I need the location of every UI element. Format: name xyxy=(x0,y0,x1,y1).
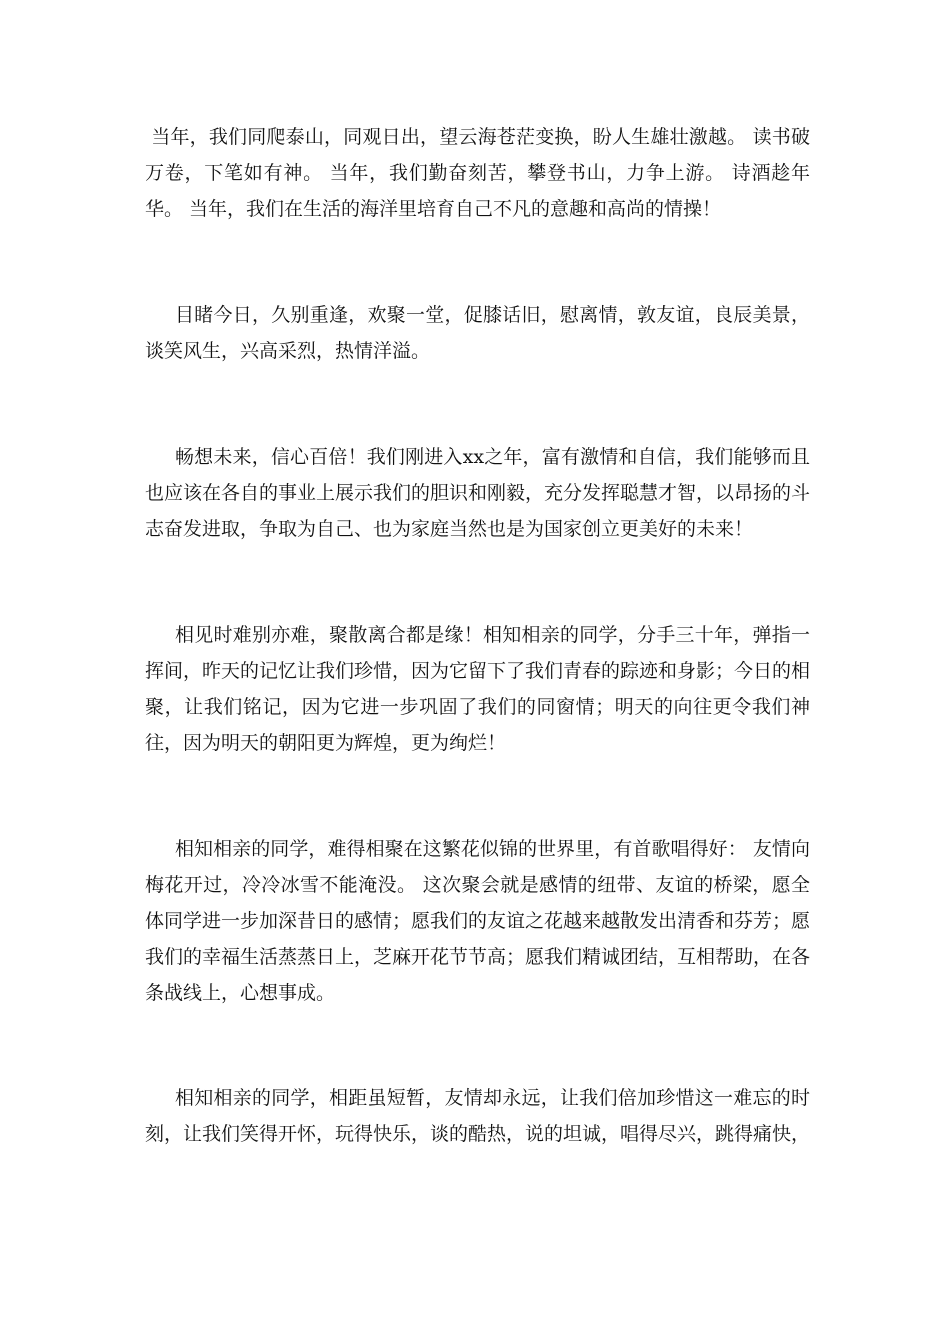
paragraph-wishes: 相知相亲的同学，难得相聚在这繁花似锦的世界里，有首歌唱得好： 友情向梅花开过，冷冷冰雪不能淹没。 这次聚会就是感情的纽带、友谊的桥梁，愿全体同学进一步加深昔日的感情；愿我们的友谊之花越来越散发出清香和芬芳；愿我们的幸福生活蒸蒸日上，芝麻开花节节高；愿我们精诚团结，互相帮助，在各条战线上，心想事成。 xyxy=(145,838,811,1004)
paragraph-future-outlook: 畅想未来，信心百倍！我们刚进入xx之年，富有激情和自信，我们能够而且也应该在各自的事业上展示我们的胆识和刚毅，充分发挥聪慧才智，以昂扬的斗志奋发进取，争取为自己、也为家庭当然也是为国家创立更美好的未来！ xyxy=(145,446,811,540)
paragraph-thirty-years: 相见时难别亦难，聚散离合都是缘！相知相亲的同学，分手三十年，弹指一挥间，昨天的记忆让我们珍惜，因为它留下了我们青春的踪迹和身影；今日的相聚，让我们铭记，因为它进一步巩固了我们的同窗情；明天的向往更令我们神往，因为明天的朝阳更为辉煌，更为绚烂！ xyxy=(145,624,811,754)
paragraph-past-memories: 当年，我们同爬泰山，同观日出，望云海苍茫变换，盼人生雄壮激越。 读书破万卷，下笔如有神。 当年，我们勤奋刻苦，攀登书山，力争上游。 诗酒趁年华。 当年，我们在生活的海洋里培育自己不凡的意趣和高尚的情操！ xyxy=(145,126,811,220)
paragraph-cherish-moment: 相知相亲的同学，相距虽短暂，友情却永远，让我们倍加珍惜这一难忘的时刻，让我们笑得开怀，玩得快乐，谈的酷热，说的坦诚，唱得尽兴，跳得痛快， xyxy=(145,1087,811,1145)
paragraph-reunion-today: 目睹今日，久别重逢，欢聚一堂，促膝话旧，慰离情，敦友谊，良辰美景，谈笑风生，兴高采烈，热情洋溢。 xyxy=(145,304,810,362)
